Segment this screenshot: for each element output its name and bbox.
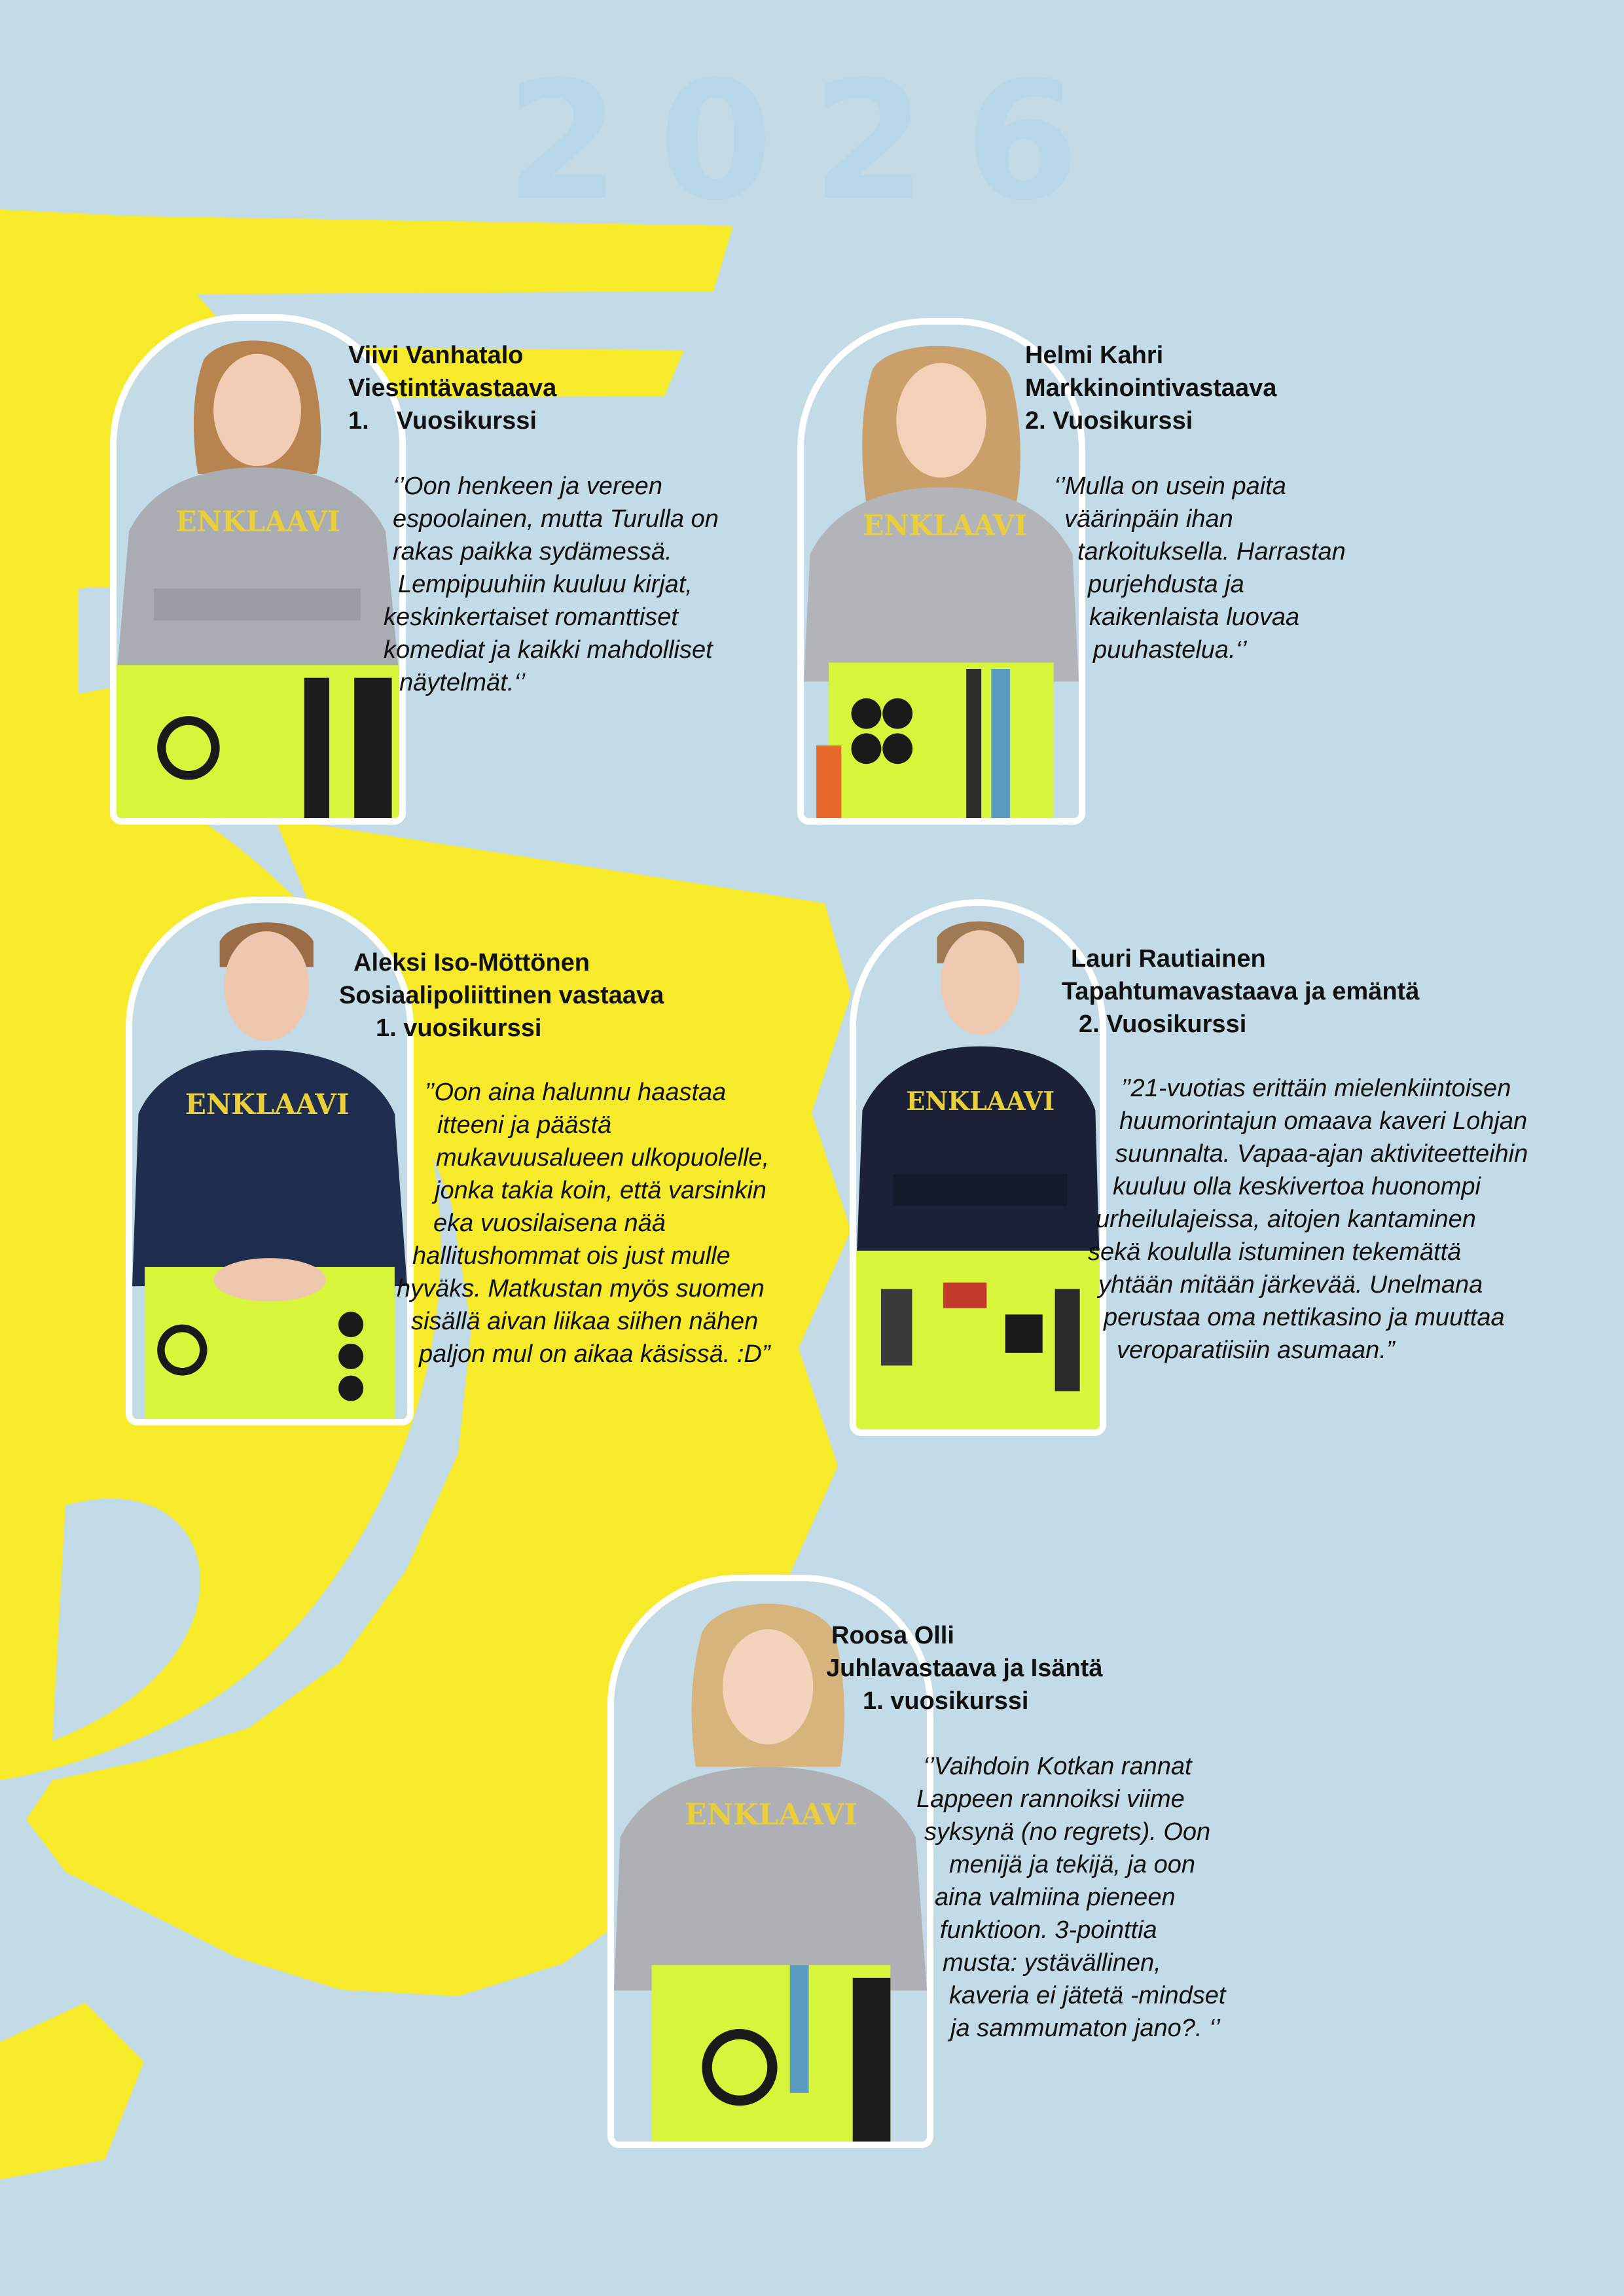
member-quote-roosa — [916, 1750, 1225, 2045]
quote-line: sekä koululla istuminen tekemättä — [1088, 1238, 1462, 1266]
quote-line: tarkoituksella. Harrastan — [1077, 538, 1346, 565]
member-year: 1. Vuosikurssi — [348, 407, 537, 435]
member-quote-lauri — [1088, 1072, 1528, 1367]
quote-line: ’’Oon aina halunnu haastaa — [424, 1079, 727, 1106]
quote-line: eka vuosilaisena nää — [433, 1210, 666, 1237]
quote-line: jonka takia koin, että varsinkin — [435, 1177, 767, 1204]
quote-line: keskinkertaiset romanttiset — [384, 603, 678, 631]
quote-line: ‘’Oon henkeen ja vereen — [393, 473, 662, 500]
quote-line: perustaa oma nettikasino ja muuttaa — [1104, 1304, 1505, 1331]
quote-line: urheilulajeissa, aitojen kantaminen — [1096, 1206, 1476, 1233]
member-name: Helmi Kahri — [1025, 342, 1164, 369]
quote-line: Lempipuuhiin kuuluu kirjat, — [398, 571, 693, 598]
member-year: 1. vuosikurssi — [376, 1014, 542, 1042]
quote-line: veroparatiisiin asumaan.” — [1117, 1336, 1395, 1364]
quote-line: yhtään mitään järkevää. Unelmana — [1098, 1271, 1483, 1299]
quote-line: kaikenlaista luovaa — [1089, 603, 1300, 631]
quote-line: näytelmät.‘’ — [399, 669, 526, 696]
sweater-print-text: ENKLAAVI — [175, 505, 340, 539]
quote-line: komediat ja kaikki mahdolliset — [384, 636, 713, 664]
quote-line: hallitushommat ois just mulle — [412, 1242, 731, 1270]
quote-line: ja sammumaton jano?. ‘’ — [950, 2015, 1220, 2042]
quote-line: suunnalta. Vapaa-ajan aktiviteetteihin — [1115, 1140, 1528, 1168]
quote-line: ‘’Mulla on usein paita — [1054, 473, 1286, 500]
member-header-roosa — [826, 1619, 1102, 1717]
member-name: Viivi Vanhatalo — [348, 342, 524, 369]
quote-line: musta: ystävällinen, — [943, 1949, 1161, 1977]
quote-line: itteeni ja päästä — [437, 1111, 612, 1139]
member-header-helmi — [1025, 339, 1276, 437]
member-role: Markkinointivastaava — [1025, 374, 1277, 402]
member-year: 1. vuosikurssi — [863, 1687, 1029, 1715]
quote-line: ’’21-vuotias erittäin mielenkiintoisen — [1121, 1075, 1511, 1102]
member-header-lauri — [1062, 942, 1419, 1041]
quote-line: hyväks. Matkustan myös suomen — [397, 1275, 765, 1302]
member-name: Aleksi Iso-Möttönen — [353, 949, 590, 977]
quote-line: paljon mul on aikaa käsissä. :D” — [419, 1340, 770, 1368]
quote-line: kaveria ei jätetä -mindset — [949, 1982, 1226, 2009]
quote-line: menijä ja tekijä, ja oon — [949, 1851, 1195, 1878]
member-quote-viivi — [384, 470, 719, 699]
quote-line: aina valmiina pieneen — [935, 1884, 1176, 1911]
quote-line: Lappeen rannoiksi viime — [916, 1785, 1185, 1813]
member-role: Tapahtumavastaava ja emäntä — [1062, 978, 1420, 1005]
quote-line: purjehdusta ja — [1088, 571, 1244, 598]
sweater-print-text: ENKLAAVI — [863, 509, 1028, 543]
quote-line: sisällä aivan liikaa siihen nähen — [411, 1308, 759, 1335]
quote-line: rakas paikka sydämessä. — [393, 538, 672, 565]
sweater-print-text: ENKLAAVI — [685, 1796, 857, 1832]
sweater-print-text: ENKLAAVI — [185, 1088, 350, 1121]
member-year: 2. Vuosikurssi — [1025, 407, 1193, 435]
member-quote-helmi — [1054, 470, 1346, 666]
member-role: Sosiaalipoliittinen vastaava — [339, 982, 664, 1009]
quote-line: huumorintajun omaava kaveri Lohjan — [1119, 1107, 1528, 1135]
member-role: Viestintävastaava — [348, 374, 557, 402]
member-role: Juhlavastaava ja Isäntä — [826, 1655, 1103, 1682]
member-header-aleksi — [339, 946, 664, 1045]
member-name: Roosa Olli — [831, 1622, 954, 1649]
quote-line: syksynä (no regrets). Oon — [924, 1818, 1211, 1846]
member-name: Lauri Rautiainen — [1071, 945, 1266, 973]
quote-line: väärinpäin ihan — [1064, 505, 1233, 533]
quote-line: puuhastelua.‘’ — [1093, 636, 1247, 664]
member-header-viivi — [348, 339, 556, 437]
year-watermark: 2026 — [505, 46, 1119, 236]
quote-line: espoolainen, mutta Turulla on — [393, 505, 719, 533]
sweater-print-text: ENKLAAVI — [906, 1086, 1055, 1117]
member-year: 2. Vuosikurssi — [1079, 1011, 1247, 1038]
quote-line: mukavuusalueen ulkopuolelle, — [436, 1144, 770, 1172]
quote-line: ‘’Vaihdoin Kotkan rannat — [923, 1753, 1192, 1780]
member-quote-aleksi — [397, 1076, 770, 1371]
quote-line: kuuluu olla keskivertoa huonompi — [1113, 1173, 1481, 1200]
quote-line: funktioon. 3-pointtia — [940, 1916, 1157, 1944]
